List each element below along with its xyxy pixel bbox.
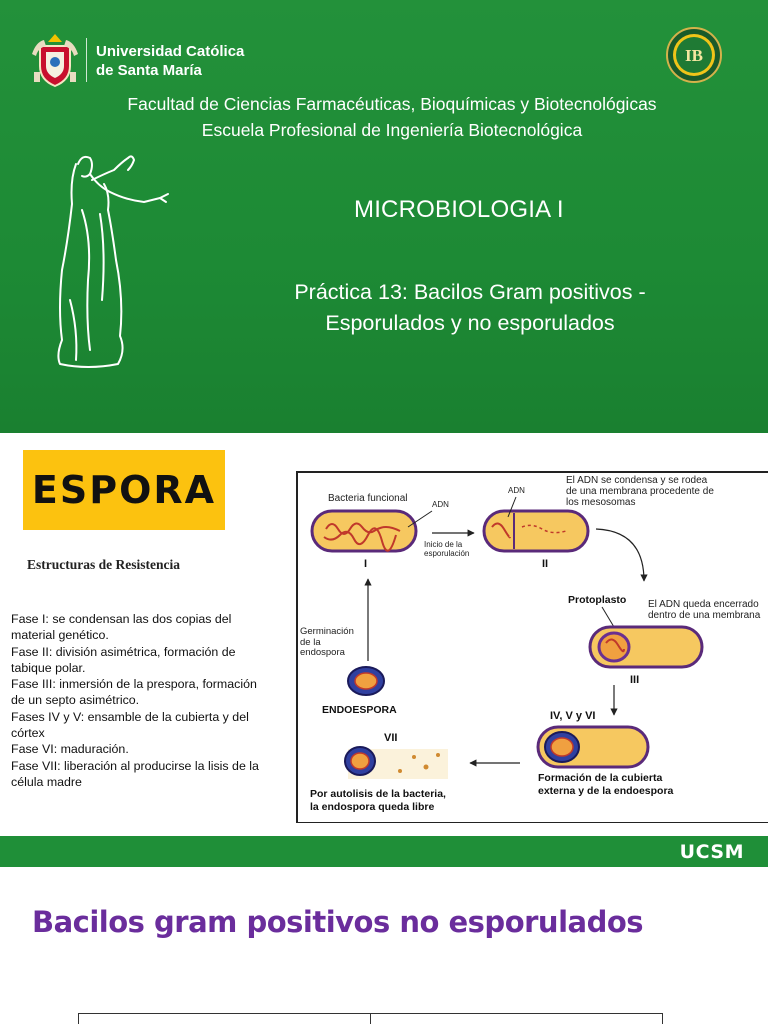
ib-badge-text: IB xyxy=(685,46,703,65)
spore-slide xyxy=(0,433,768,867)
phase-item: Fase III: inmersión de la prespora, formación de un septo asimétrico. xyxy=(11,677,257,708)
spore-heading: ESPORA xyxy=(31,468,217,512)
university-name xyxy=(96,42,244,80)
phase-item: Fase II: división asimétrica, formación de tabique polar. xyxy=(11,644,236,675)
stage-vii-label: VII xyxy=(384,732,398,744)
adn-label: ADN xyxy=(432,500,449,509)
sporulation-start-text: Inicio de la xyxy=(424,540,463,549)
virgin-figure-icon xyxy=(48,150,178,372)
stage-i-label: I xyxy=(364,558,368,570)
stage-ii-label: II xyxy=(542,558,549,570)
non-sporulated-title: Bacilos gram positivos no esporulados xyxy=(32,905,644,939)
germination-text: Germinación de la endospora xyxy=(300,627,354,658)
autolysis-line1: Por autolisis de la bacteria, xyxy=(310,788,446,800)
practice-title-line2: Esporulados y no esporulados xyxy=(325,311,615,335)
course-title: MICROBIOLOGIA I xyxy=(354,196,564,223)
resistance-structures-subtitle: Estructuras de Resistencia xyxy=(27,557,180,572)
phase-item: Fase VI: maduración. xyxy=(11,742,129,757)
faculty-name: Facultad de Ciencias Farmacéuticas, Bioquímicas y Biotecnológicas xyxy=(127,94,657,114)
stage-i-bacterium xyxy=(312,511,416,551)
practice-title-line1: Práctica 13: Bacilos Gram positivos - xyxy=(294,280,646,304)
phase-list xyxy=(11,611,263,790)
sporulation-start-text-line2: esporulación xyxy=(424,549,470,558)
protoplast-label: Protoplasto xyxy=(568,594,627,606)
stage-iii-label: III xyxy=(630,674,640,686)
non-sporulated-slide xyxy=(0,867,768,1024)
germination-note xyxy=(300,627,364,667)
stage-vii-spore xyxy=(345,747,448,779)
logo-divider xyxy=(86,38,87,82)
sporulation-start-label xyxy=(424,540,469,558)
endospore-label: ENDOESPORA xyxy=(322,704,397,716)
phase-item: Fase VII: liberación al producirse la lisis de la célula madre xyxy=(11,758,259,789)
autolysis-line2: la endospora queda libre xyxy=(310,801,435,813)
title-slide xyxy=(0,0,768,433)
university-name-line2: de Santa María xyxy=(96,62,202,79)
stage-iii-bacterium xyxy=(590,627,702,667)
stage-iv-vi-label: IV, V y VI xyxy=(550,710,596,722)
endospore xyxy=(348,667,384,695)
adn-label: ADN xyxy=(508,486,525,495)
adn-condense-text: El ADN se condensa y se rodea de una membrana procedente de los mesosomas xyxy=(566,475,714,508)
university-crest-icon xyxy=(28,32,82,90)
university-name-line1: Universidad Católica xyxy=(96,43,245,60)
bacteria-label: Bacteria funcional xyxy=(328,493,408,504)
stage-iv-vi-bacterium xyxy=(538,727,648,767)
comparison-table-top xyxy=(78,1013,663,1024)
phase-item: Fase I: se condensan las dos copias del material genético. xyxy=(11,612,232,643)
ib-badge-icon xyxy=(666,27,722,83)
cover-formation-line1: Formación de la cubierta xyxy=(538,772,663,784)
spore-heading-box xyxy=(23,450,225,530)
school-name: Escuela Profesional de Ingeniería Biotecnológica xyxy=(201,120,583,140)
adn-enclosed-text: El ADN queda encerrado dentro de una membrana xyxy=(648,599,761,621)
footer-bar xyxy=(0,836,768,867)
phase-item: Fases IV y V: ensamble de la cubierta y del córtex xyxy=(11,709,249,741)
sporulation-diagram xyxy=(296,471,768,823)
adn-condense-note xyxy=(566,475,716,531)
table-cell xyxy=(79,1014,371,1024)
table-cell xyxy=(371,1014,662,1024)
footer-brand: UCSM xyxy=(679,841,744,863)
cover-formation-line2: externa y de la endoespora xyxy=(538,785,674,797)
